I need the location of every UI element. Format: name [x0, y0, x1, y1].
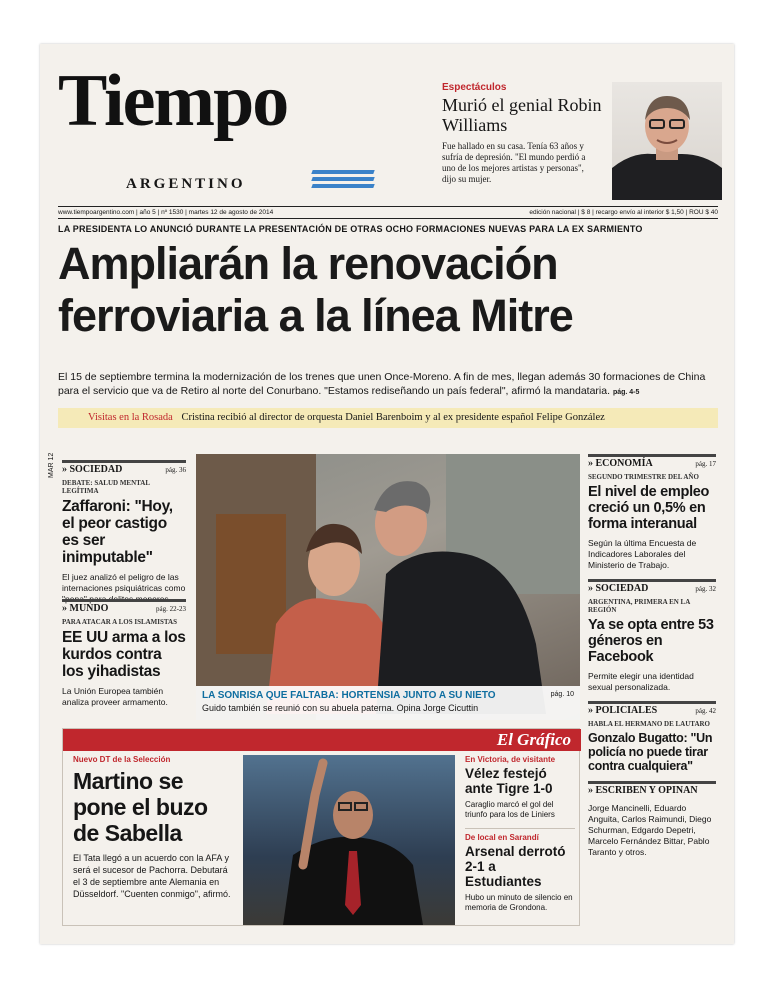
page-ref: pág. 17	[695, 460, 716, 468]
section-title: » SOCIEDAD	[588, 583, 649, 594]
story-headline: Vélez festejó ante Tigre 1-0	[465, 766, 553, 796]
visitas-strip[interactable]	[58, 408, 718, 428]
masthead-logo: Tiempo	[58, 60, 288, 142]
right-column	[588, 454, 716, 858]
story-headline: Zaffaroni: "Hoy, el peor castigo es ser inimputable"	[62, 498, 173, 566]
photo-caption-title: LA SONRISA QUE FALTABA: HORTENSIA JUNTO A SU NIETO	[202, 690, 496, 701]
section-title: » ECONOMÍA	[588, 458, 653, 469]
story-headline: El nivel de empleo creció un 0,5% en forma interanual	[588, 484, 710, 532]
story-subhead: PARA ATACAR A LOS ISLAMISTAS	[62, 618, 178, 626]
lead-headline-line1: Ampliarán la renovación	[58, 238, 558, 289]
story-text: Hubo un minuto de silencio en memoria de Grondona.	[465, 893, 573, 912]
masthead-subtitle: ARGENTINO	[126, 176, 246, 192]
page-ref: pág. 32	[695, 585, 716, 593]
lead-deck-text: El 15 de septiembre termina la modernización de los trenes que unen Once-Moreno. A fin de mes, llegan además 30 formaciones de China para el servicio que va de Retiro al norte del Conurbano. "Estamos rediseñando un país federal", afirmó la mandataria.	[58, 371, 706, 397]
visitas-text: Cristina recibió al director de orquesta Daniel Barenboim y al ex presidente español Felipe González	[181, 412, 605, 423]
section-title: » MUNDO	[62, 603, 109, 614]
arsenal-story[interactable]	[465, 828, 575, 913]
page-ref: pág. 36	[165, 466, 186, 474]
page-ref: pág. 22-23	[156, 605, 186, 613]
story-headline: Arsenal derrotó 2-1 a Estudiantes	[465, 844, 566, 889]
martino-photo[interactable]	[243, 755, 455, 925]
velez-story[interactable]	[465, 755, 575, 820]
lead-headline-line2: ferroviaria a la línea Mitre	[58, 290, 573, 341]
section-header	[588, 701, 716, 717]
story-subhead: ARGENTINA, PRIMERA EN LA REGIÓN	[588, 598, 690, 614]
story-kicker: En Victoria, de visitante	[465, 755, 556, 764]
section-header	[588, 781, 716, 797]
teaser-headline: Murió el genial Robin Williams	[442, 95, 602, 135]
el-grafico-brand: El Gráfico	[496, 730, 571, 749]
robin-williams-photo	[612, 82, 722, 200]
story-text: Permite elegir una identidad sexual personalizada.	[588, 671, 694, 692]
story-text: El Tata llegó a un acuerdo con la AFA y será el sucesor de Pachorra. Debutará el 3 de septiembre ante Alemania en Düsseldorf. "Cuenten conmigo", afirmó.	[73, 853, 231, 899]
story-headline: Gonzalo Bugatto: "Un policía no puede tirar contra cualquiera"	[588, 731, 713, 773]
opinan-box[interactable]	[588, 781, 716, 858]
page-ref: pág. 42	[695, 707, 716, 715]
lead-overline: LA PRESIDENTA LO ANUNCIÓ DURANTE LA PRESENTACIÓN DE OTRAS OCHO FORMACIONES NUEVAS PARA LA EX SARMIENTO	[58, 224, 643, 234]
opinan-text: Jorge Mancinelli, Eduardo Anguita, Carlos Raimundi, Diego Schurman, Edgardo Depetri, Marcelo Fernández Bittar, Pablo Taranto y otros.	[588, 803, 712, 857]
story-kicker: De local en Sarandí	[465, 833, 539, 842]
story-text: Según la última Encuesta de Indicadores Laborales del Ministerio de Trabajo.	[588, 538, 697, 570]
photo-page-ref: pág. 10	[550, 691, 574, 698]
story-text: Caraglio marcó el gol del triunfo para los de Liniers	[465, 800, 555, 819]
economia-story[interactable]	[588, 454, 716, 571]
story-kicker: Nuevo DT de la Selección	[73, 755, 171, 764]
section-header	[62, 460, 186, 476]
section-header	[62, 599, 186, 615]
section-title: » POLICIALES	[588, 705, 658, 716]
martino-story[interactable]	[73, 755, 233, 900]
flag-stripes-icon	[312, 170, 374, 188]
dateline-right: edición nacional | $ 8 | recargo envío al interior $ 1,50 | ROU $ 40	[529, 209, 718, 216]
hortensia-photo[interactable]	[196, 454, 580, 720]
story-subhead: SEGUNDO TRIMESTRE DEL AÑO	[588, 473, 699, 481]
story-text: La Unión Europea también analiza proveer armamento.	[62, 686, 168, 707]
story-headline: Ya se opta entre 53 géneros en Facebook	[588, 617, 714, 665]
section-header	[588, 454, 716, 470]
story-text: El juez analizó el peligro de las internaciones psiquiátricas como "pena" para delitos menores.	[62, 572, 186, 604]
grafico-side-column	[465, 755, 575, 913]
teaser-text: Fue hallado en su casa. Tenía 63 años y sufría de depresión. "El mundo perdió a uno de los mejores artistas y personas", dijo su mujer.	[442, 141, 586, 184]
lead-deck	[58, 370, 718, 400]
story-subhead: HABLA EL HERMANO DE LAUTARO	[588, 720, 710, 728]
photo-caption	[196, 686, 580, 720]
sociedad-left-story[interactable]	[62, 460, 186, 604]
lead-headline[interactable]	[58, 238, 718, 342]
story-headline: Martino se pone el buzo de Sabella	[73, 768, 208, 846]
side-date: MAR 12	[48, 452, 55, 478]
newspaper-front-page	[40, 44, 734, 944]
section-title: » SOCIEDAD	[62, 464, 123, 475]
sociedad-right-story[interactable]	[588, 579, 716, 693]
section-title: » ESCRIBEN Y OPINAN	[588, 785, 698, 796]
policiales-story[interactable]	[588, 701, 716, 773]
el-grafico-bar	[63, 729, 581, 751]
visitas-kicker: Visitas en la Rosada	[88, 412, 173, 423]
lead-page-ref: pág. 4-5	[612, 389, 640, 396]
story-headline: EE UU arma a los kurdos contra los yihadistas	[62, 629, 186, 680]
teaser-kicker: Espectáculos	[442, 82, 507, 93]
story-subhead: DEBATE: SALUD MENTAL LEGÍTIMA	[62, 479, 150, 495]
mundo-story[interactable]	[62, 599, 186, 708]
photo-caption-text: Guido también se reunió con su abuela paterna. Opina Jorge Cicuttin	[202, 703, 479, 713]
robin-williams-teaser[interactable]	[442, 82, 722, 200]
el-grafico-section	[62, 728, 580, 926]
section-header	[588, 579, 716, 595]
dateline	[58, 206, 718, 219]
dateline-left: www.tiempoargentino.com | año 5 | nº 1530 | martes 12 de agosto de 2014	[58, 209, 274, 216]
